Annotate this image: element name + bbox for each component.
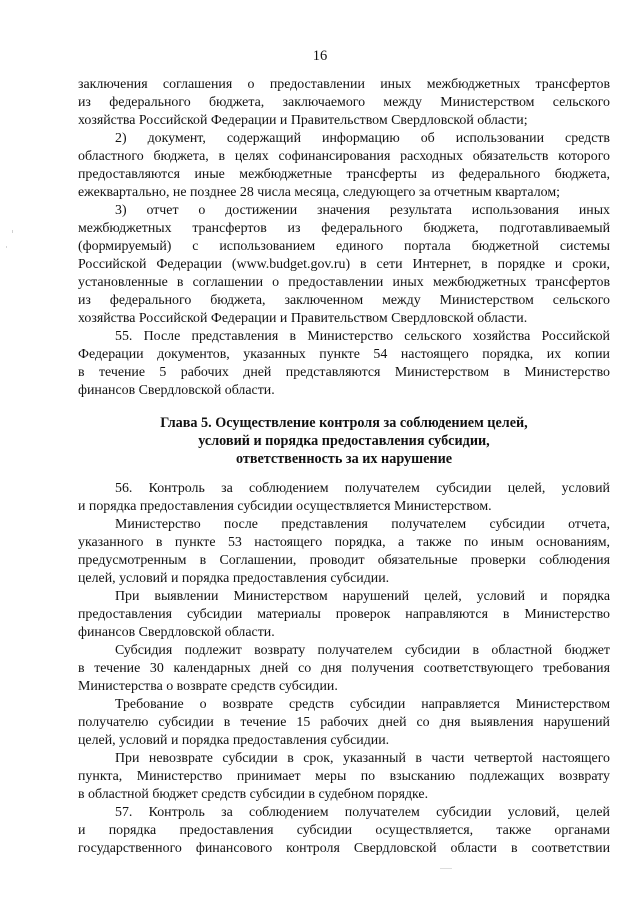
text-line: государственного финансового контроля Свердловской области в соответствии — [78, 841, 610, 856]
scan-speck — [6, 246, 7, 248]
text-line: целей, условий и порядка предоставления субсидии. — [78, 733, 390, 748]
text-line: предоставления субсидии материалы проверок направляются в Министерство — [78, 607, 610, 622]
chapter-heading-line: ответственность за их нарушение — [235, 451, 453, 467]
chapter-heading-line: условий и порядка предоставления субсидии, — [198, 433, 490, 449]
text-line: Министерство после представления получателем субсидии отчета, — [115, 517, 610, 532]
text-line: Российской Федерации (www.budget.gov.ru) в сети Интернет, в порядке и сроки, — [78, 257, 610, 272]
text-line: межбюджетных трансфертов из федерального бюджета, подготавливаемый — [78, 221, 610, 236]
text-line: Министерства о возврате средств субсидии. — [78, 679, 338, 694]
text-line: и порядка предоставления субсидии осуществляется Министерством. — [78, 499, 492, 514]
text-line: в течение 5 рабочих дней представляются Министерством в Министерство — [78, 365, 610, 380]
text-line: пункта, Министерство принимает меры по взысканию подлежащих возврату — [78, 769, 610, 784]
text-line: из федерального бюджета, заключенном между Министерством сельского — [78, 293, 610, 308]
scan-speck — [12, 230, 13, 233]
text-line: из федерального бюджета, заключаемого между Министерством сельского — [78, 95, 610, 110]
text-line: указанного в пункте 53 настоящего порядка, а также по иным основаниям, — [78, 535, 610, 550]
text-line: При выявлении Министерством нарушений целей, условий и порядка — [115, 589, 610, 604]
text-line: финансов Свердловской области. — [78, 625, 275, 640]
text-line: получателю субсидии в течение 15 рабочих дней со дня выявления нарушений — [78, 715, 610, 730]
text-line: Федерации документов, указанных пункте 54 настоящего порядка, их копии — [78, 347, 610, 362]
text-line: в течение 30 календарных дней со дня получения соответствующего требования — [78, 661, 610, 676]
text-line: При невозврате субсидии в срок, указанный в части четвертой настоящего — [115, 751, 610, 766]
text-line: предусмотренным в Соглашении, проводит обязательные проверки соблюдения — [78, 553, 610, 568]
text-line: 55. После представления в Министерство сельского хозяйства Российской — [115, 329, 610, 344]
text-line: в областной бюджет средств субсидии в судебном порядке. — [78, 787, 429, 802]
text-line: Требование о возврате средств субсидии направляется Министерством — [115, 697, 610, 712]
text-line: и порядка предоставления субсидии осуществляется, также органами — [78, 823, 610, 838]
text-line: Субсидия подлежит возврату получателем субсидии в областной бюджет — [115, 643, 610, 658]
text-line: финансов Свердловской области. — [78, 383, 275, 398]
text-line: ежеквартально, не позднее 28 числа месяца, следующего за отчетным кварталом; — [78, 185, 560, 200]
text-line: (формируемый) с использованием единого портала бюджетной системы — [78, 239, 610, 254]
page-number: 16 — [312, 48, 328, 64]
text-line: предоставляются иные межбюджетные трансферты из федерального бюджета, — [78, 167, 610, 182]
text-line: 2) документ, содержащий информацию об использовании средств — [115, 131, 610, 146]
scan-speck — [440, 868, 452, 869]
text-line: 56. Контроль за соблюдением получателем субсидии целей, условий — [115, 481, 610, 496]
text-line: 3) отчет о достижении значения результата использования иных — [115, 203, 610, 218]
chapter-heading-line: Глава 5. Осуществление контроля за соблюдением целей, — [160, 415, 528, 431]
text-line: хозяйства Российской Федерации и Правительством Свердловской области; — [78, 113, 528, 128]
text-line: целей, условий и порядка предоставления субсидии. — [78, 571, 390, 586]
text-line: заключения соглашения о предоставлении иных межбюджетных трансфертов — [78, 77, 610, 92]
text-line: установленные в соглашении о предоставлении иных межбюджетных трансфертов — [78, 275, 610, 290]
text-line: хозяйства Российской Федерации и Правительством Свердловской области. — [78, 311, 528, 326]
text-line: областного бюджета, в целях софинансирования расходных обязательств которого — [78, 149, 610, 164]
text-line: 57. Контроль за соблюдением получателем субсидии условий, целей — [115, 805, 610, 820]
